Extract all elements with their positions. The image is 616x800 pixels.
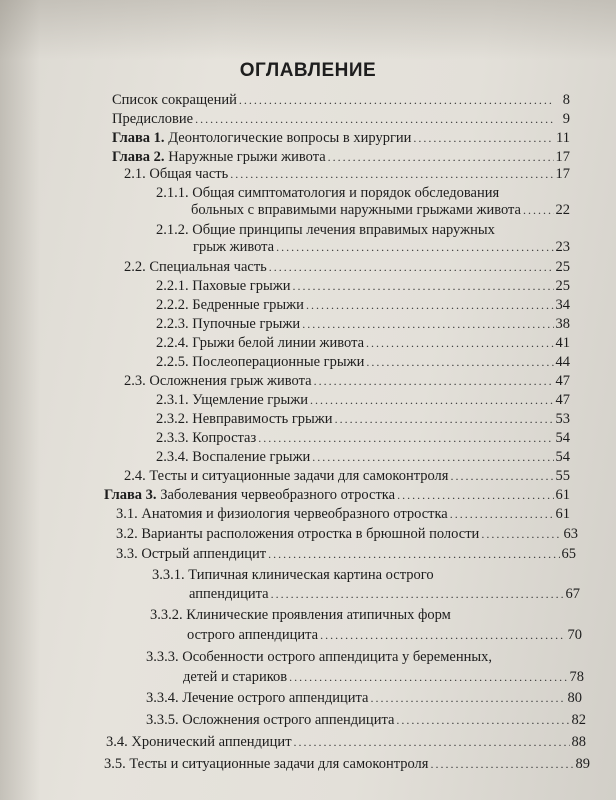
- toc-entry-label: 2.3.2. Невправимость грыжи: [156, 411, 333, 427]
- toc-entry-label: острого аппендицита: [187, 627, 319, 643]
- toc-entry: [156, 448, 570, 466]
- leader-dots: [413, 129, 554, 147]
- toc-entry-page: 89: [575, 756, 590, 772]
- toc-entry: [104, 755, 590, 773]
- toc-entry-page: 8: [562, 92, 570, 108]
- toc-entry-page: 63: [563, 526, 578, 542]
- toc-entry-page: 41: [555, 335, 570, 351]
- toc-entry-label: грыж живота: [193, 239, 275, 255]
- toc-entry-label: 2.2.5. Послеоперационные грыжи: [156, 354, 365, 370]
- toc-entry: [156, 391, 570, 409]
- toc-entry: [112, 110, 570, 128]
- leader-dots: [310, 391, 554, 409]
- toc-entry-page: 38: [555, 316, 570, 332]
- toc-entry-label: 2.3. Осложнения грыж живота: [124, 373, 312, 389]
- leader-dots: [289, 668, 567, 686]
- toc-entry-label: 2.2.3. Пупочные грыжи: [156, 316, 301, 332]
- leader-dots: [271, 585, 564, 603]
- toc-entry-page: 11: [556, 130, 570, 146]
- leader-dots: [258, 429, 553, 447]
- toc-entry-label: 3.3. Острый аппендицит: [116, 546, 267, 562]
- toc-entry-page: 54: [555, 430, 570, 446]
- toc-entry-label: Деонтологические вопросы в хирургии: [168, 130, 412, 146]
- toc-entry-page: 70: [567, 627, 582, 643]
- toc-entry-label: 2.1. Общая часть: [124, 166, 229, 182]
- toc-entry-label: Список сокращений: [112, 92, 237, 108]
- leader-dots: [450, 467, 553, 485]
- toc-entry: [156, 353, 570, 371]
- toc-entry: [187, 626, 582, 644]
- toc-entry-page: 25: [555, 259, 570, 275]
- toc-entry: [156, 277, 570, 295]
- toc-entry-page: 17: [555, 166, 570, 182]
- toc-entry: [193, 238, 570, 256]
- toc-entry: [156, 429, 570, 447]
- toc-entry-label: 3.5. Тесты и ситуационные задачи для самоконтроля: [104, 756, 429, 772]
- toc-entry-page: 54: [555, 449, 570, 465]
- leader-dots: [302, 315, 553, 333]
- leader-dots: [481, 525, 561, 543]
- toc-entry: [189, 585, 580, 603]
- toc-entry-page: 61: [555, 487, 570, 503]
- toc-entry: [124, 467, 570, 485]
- leader-dots: [523, 201, 554, 219]
- chapter-number: Глава 3.: [104, 487, 157, 503]
- leader-dots: [328, 148, 554, 166]
- leader-dots: [294, 733, 570, 751]
- leader-dots: [335, 410, 554, 428]
- toc-entry-label: Заболевания червеобразного отростка: [160, 487, 396, 503]
- toc-entry-page: 34: [555, 297, 570, 313]
- toc-entry-page: 22: [555, 202, 570, 218]
- toc-entry-label: 3.2. Варианты расположения отростка в брюшной полости: [116, 526, 480, 542]
- toc-chapter-entry: [112, 148, 570, 166]
- toc-entry-page: 17: [555, 149, 570, 165]
- toc-entry-page: 80: [567, 690, 582, 706]
- toc-entry-label: 2.2.4. Грыжи белой линии живота: [156, 335, 365, 351]
- leader-dots: [292, 277, 553, 295]
- toc-entry-page: 61: [555, 506, 570, 522]
- leader-dots: [195, 110, 554, 128]
- toc-chapter-entry: [104, 486, 570, 504]
- toc-entry: [183, 668, 584, 686]
- toc-entry: [191, 201, 570, 219]
- toc-entry: [156, 315, 570, 333]
- toc-entry: [146, 711, 586, 729]
- toc-entry-label: 2.3.4. Воспаление грыжи: [156, 449, 311, 465]
- toc-entry: [156, 296, 570, 314]
- leader-dots: [320, 626, 565, 644]
- toc-entry: [106, 733, 586, 751]
- leader-dots: [230, 165, 553, 183]
- leader-dots: [314, 372, 554, 390]
- toc-entry-page: 25: [555, 278, 570, 294]
- toc-entry: [124, 372, 570, 390]
- toc-entry: [156, 410, 570, 428]
- toc-entry-first-line: 3.3.3. Особенности острого аппендицита у беременных,: [146, 649, 492, 665]
- leader-dots: [276, 238, 553, 256]
- toc-entry-label: 3.3.4. Лечение острого аппендицита: [146, 690, 369, 706]
- leader-dots: [239, 91, 554, 109]
- leader-dots: [397, 486, 553, 504]
- toc-entry-page: 55: [555, 468, 570, 484]
- toc-entry-page: 47: [555, 392, 570, 408]
- toc-entry-label: аппендицита: [189, 586, 269, 602]
- toc-entry-page: 78: [569, 669, 584, 685]
- toc-entry-label: 2.2. Специальная часть: [124, 259, 267, 275]
- leader-dots: [268, 545, 559, 563]
- leader-dots: [396, 711, 569, 729]
- toc-entry-first-line: 3.3.1. Типичная клиническая картина острого: [152, 567, 434, 583]
- toc-entry: [116, 545, 576, 563]
- toc-entry-first-line: 3.3.2. Клинические проявления атипичных форм: [150, 607, 451, 623]
- toc-entry-page: 23: [555, 239, 570, 255]
- leader-dots: [306, 296, 554, 314]
- leader-dots: [312, 448, 553, 466]
- toc-entry: [146, 689, 582, 707]
- leader-dots: [366, 353, 553, 371]
- toc-entry: [116, 505, 570, 523]
- page-title: ОГЛАВЛЕНИЕ: [239, 60, 377, 81]
- toc-entry: [124, 258, 570, 276]
- toc-entry-label: 2.3.3. Копростаз: [156, 430, 257, 446]
- toc-entry-label: 2.4. Тесты и ситуационные задачи для самоконтроля: [124, 468, 449, 484]
- toc-entry-label: 3.3.5. Осложнения острого аппендицита: [146, 712, 395, 728]
- toc-entry-first-line: 2.1.1. Общая симптоматология и порядок обследования: [156, 185, 500, 201]
- leader-dots: [430, 755, 573, 773]
- toc-entry-page: 88: [571, 734, 586, 750]
- toc-entry-label: Предисловие: [112, 111, 194, 127]
- toc-entry-page: 47: [555, 373, 570, 389]
- toc-entry-page: 82: [571, 712, 586, 728]
- toc-entry-first-line: 2.1.2. Общие принципы лечения вправимых наружных: [156, 222, 495, 238]
- toc-entry-page: 53: [555, 411, 570, 427]
- toc-entry: [116, 525, 578, 543]
- toc-entry-label: 2.2.2. Бедренные грыжи: [156, 297, 304, 313]
- toc-entry: [156, 334, 570, 352]
- leader-dots: [269, 258, 554, 276]
- leader-dots: [366, 334, 553, 352]
- toc-entry-label: 3.1. Анатомия и физиология червеобразного отростка: [116, 506, 448, 522]
- toc-entry-label: больных с вправимыми наружными грыжами живота: [191, 202, 521, 218]
- chapter-number: Глава 1.: [112, 130, 165, 146]
- toc-entry-page: 67: [565, 586, 580, 602]
- chapter-number: Глава 2.: [112, 149, 165, 165]
- toc-entry-page: 9: [562, 111, 570, 127]
- leader-dots: [370, 689, 565, 707]
- toc-entry-label: Наружные грыжи живота: [168, 149, 326, 165]
- toc-entry-page: 65: [561, 546, 576, 562]
- toc-entry: [112, 91, 570, 109]
- toc-entry: [124, 165, 570, 183]
- toc-entry-label: детей и стариков: [183, 669, 288, 685]
- toc-entry-label: 2.3.1. Ущемление грыжи: [156, 392, 308, 408]
- toc-entry-label: 3.4. Хронический аппендицит: [106, 734, 292, 750]
- toc-chapter-entry: [112, 129, 570, 147]
- leader-dots: [450, 505, 554, 523]
- toc-entry-page: 44: [555, 354, 570, 370]
- toc-entry-label: 2.2.1. Паховые грыжи: [156, 278, 291, 294]
